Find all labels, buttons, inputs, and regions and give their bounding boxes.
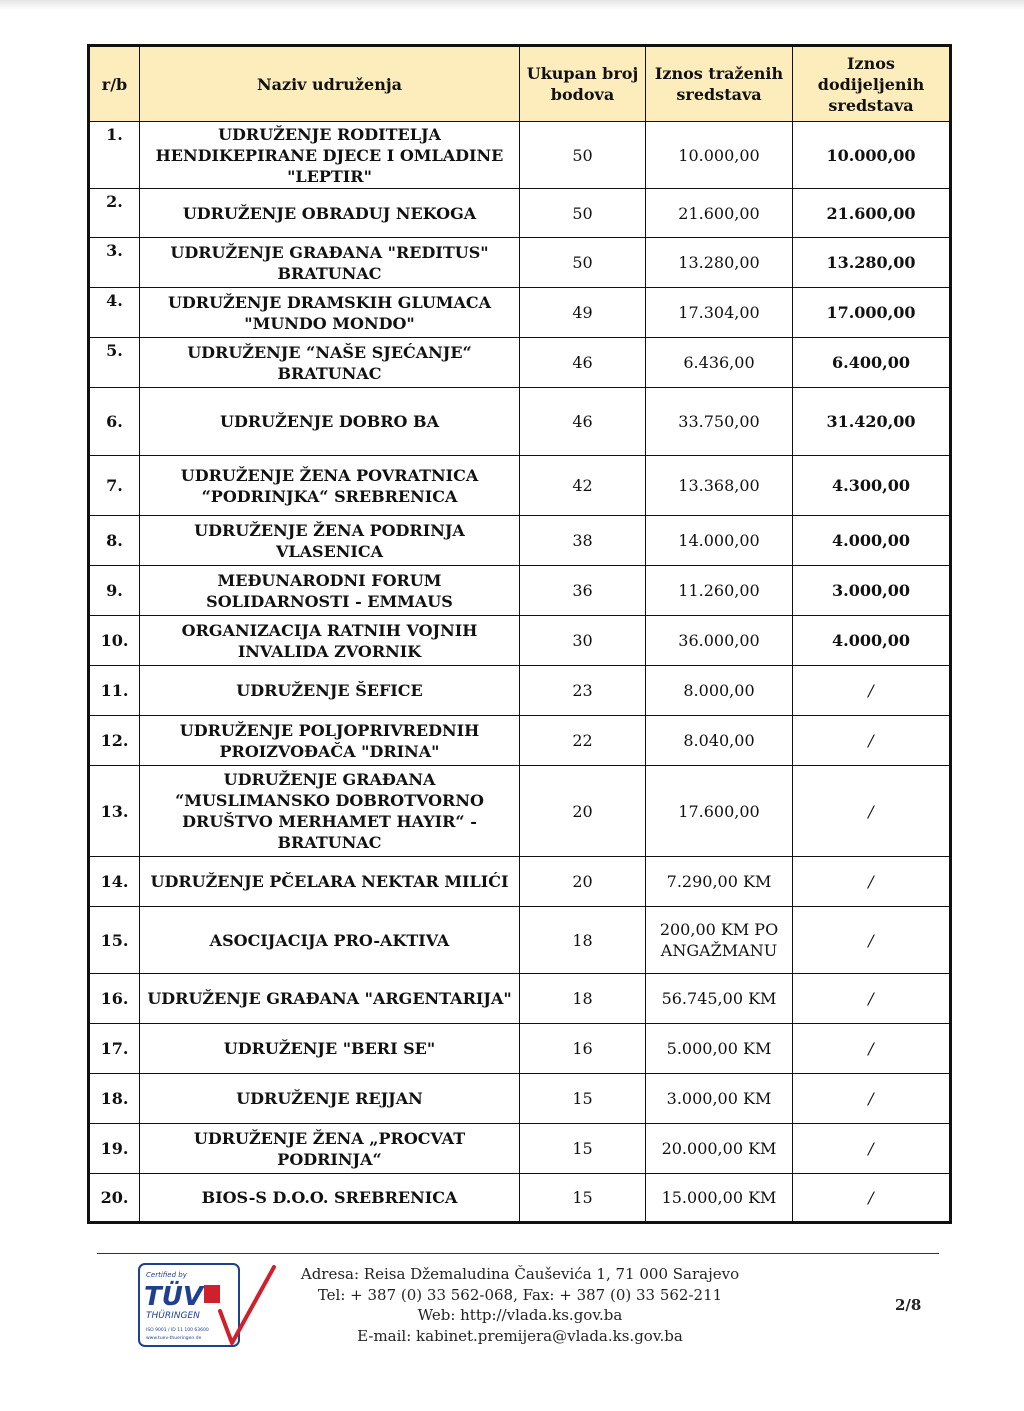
requested-amount: 10.000,00	[646, 122, 793, 189]
requested-amount: 8.040,00	[646, 716, 793, 766]
footer-address: Adresa: Reisa Džemaludina Čauševića 1, 71 000 Sarajevo	[300, 1265, 740, 1283]
association-name: ORGANIZACIJA RATNIH VOJNIH INVALIDA ZVORNIK	[140, 616, 520, 666]
total-points: 42	[520, 456, 646, 516]
granted-amount: /	[793, 766, 951, 857]
table-row	[89, 122, 951, 189]
row-number: 4.	[89, 288, 140, 338]
total-points: 46	[520, 338, 646, 388]
granted-amount: /	[793, 666, 951, 716]
requested-amount: 33.750,00	[646, 388, 793, 456]
association-name: UDRUŽENJE GRAĐANA "REDITUS" BRATUNAC	[140, 238, 520, 288]
requested-amount: 17.600,00	[646, 766, 793, 857]
page-number: 2/8	[895, 1296, 922, 1314]
association-name: UDRUŽENJE DRAMSKIH GLUMACA "MUNDO MONDO"	[140, 288, 520, 338]
total-points: 38	[520, 516, 646, 566]
association-name: UDRUŽENJE REJJAN	[140, 1074, 520, 1124]
association-name: UDRUŽENJE GRAĐANA "ARGENTARIJA"	[140, 974, 520, 1024]
granted-amount: 13.280,00	[793, 238, 951, 288]
association-name: UDRUŽENJE RODITELJA HENDIKEPIRANE DJECE I OMLADINE "LEPTIR"	[140, 122, 520, 189]
requested-amount: 11.260,00	[646, 566, 793, 616]
total-points: 23	[520, 666, 646, 716]
total-points: 16	[520, 1024, 646, 1074]
total-points: 50	[520, 238, 646, 288]
footer-address-block	[270, 1264, 770, 1346]
association-name: UDRUŽENJE “NAŠE SJEĆANJE“ BRATUNAC	[140, 338, 520, 388]
table-row	[89, 388, 951, 456]
table-row	[89, 238, 951, 288]
association-name: UDRUŽENJE "BERI SE"	[140, 1024, 520, 1074]
footer-web: Web: http://vlada.ks.gov.ba	[417, 1306, 623, 1324]
table-row	[89, 857, 951, 907]
row-number: 11.	[89, 666, 140, 716]
association-name: UDRUŽENJE POLJOPRIVREDNIH PROIZVOĐAČA "DRINA"	[140, 716, 520, 766]
total-points: 22	[520, 716, 646, 766]
granted-amount: 4.000,00	[793, 516, 951, 566]
table-row	[89, 288, 951, 338]
logo-iso-text: ISO 9001 / ID 11 100 63600	[146, 1328, 209, 1333]
total-points: 15	[520, 1174, 646, 1223]
association-name: UDRUŽENJE ŽENA PODRINJA VLASENICA	[140, 516, 520, 566]
requested-amount: 7.290,00 KM	[646, 857, 793, 907]
table-row	[89, 1124, 951, 1174]
tuv-logo	[136, 1261, 278, 1351]
total-points: 36	[520, 566, 646, 616]
granted-amount: 4.000,00	[793, 616, 951, 666]
granted-amount: 6.400,00	[793, 338, 951, 388]
granted-amount: /	[793, 716, 951, 766]
granted-amount: 10.000,00	[793, 122, 951, 189]
row-number: 9.	[89, 566, 140, 616]
requested-amount: 56.745,00 KM	[646, 974, 793, 1024]
table-row	[89, 1174, 951, 1223]
association-name: BIOS-S D.O.O. SREBRENICA	[140, 1174, 520, 1223]
shield-icon	[204, 1285, 220, 1303]
total-points: 18	[520, 907, 646, 974]
table-row	[89, 566, 951, 616]
logo-web-text: www.tuev-thueringen.de	[146, 1336, 202, 1341]
granted-amount: /	[793, 1174, 951, 1223]
requested-amount: 17.304,00	[646, 288, 793, 338]
association-name: UDRUŽENJE PČELARA NEKTAR MILIĆI	[140, 857, 520, 907]
granted-amount: /	[793, 1024, 951, 1074]
table-row	[89, 666, 951, 716]
row-number: 16.	[89, 974, 140, 1024]
table-row	[89, 716, 951, 766]
granted-amount: 17.000,00	[793, 288, 951, 338]
row-number: 1.	[89, 122, 140, 189]
top-edge	[0, 0, 1024, 10]
grants-table	[87, 44, 952, 1224]
row-number: 2.	[89, 189, 140, 238]
requested-amount: 36.000,00	[646, 616, 793, 666]
association-name: MEĐUNARODNI FORUM SOLIDARNOSTI - EMMAUS	[140, 566, 520, 616]
row-number: 6.	[89, 388, 140, 456]
logo-certified-text: Certified by	[146, 1271, 187, 1279]
association-name: UDRUŽENJE OBRADUJ NEKOGA	[140, 189, 520, 238]
association-name: UDRUŽENJE ŠEFICE	[140, 666, 520, 716]
requested-amount: 13.280,00	[646, 238, 793, 288]
total-points: 15	[520, 1074, 646, 1124]
table-row	[89, 189, 951, 238]
table-row	[89, 907, 951, 974]
logo-region-text: THÜRINGEN	[146, 1311, 200, 1321]
total-points: 20	[520, 766, 646, 857]
footer-email: E-mail: kabinet.premijera@vlada.ks.gov.ba	[357, 1326, 683, 1345]
total-points: 20	[520, 857, 646, 907]
footer-divider	[97, 1253, 939, 1254]
total-points: 49	[520, 288, 646, 338]
granted-amount: 31.420,00	[793, 388, 951, 456]
association-name: ASOCIJACIJA PRO-AKTIVA	[140, 907, 520, 974]
requested-amount: 20.000,00 KM	[646, 1124, 793, 1174]
table-row	[89, 516, 951, 566]
requested-amount: 21.600,00	[646, 189, 793, 238]
row-number: 13.	[89, 766, 140, 857]
requested-amount: 8.000,00	[646, 666, 793, 716]
row-number: 10.	[89, 616, 140, 666]
total-points: 46	[520, 388, 646, 456]
row-number: 7.	[89, 456, 140, 516]
table-row	[89, 616, 951, 666]
total-points: 50	[520, 122, 646, 189]
requested-amount: 15.000,00 KM	[646, 1174, 793, 1223]
table-row	[89, 338, 951, 388]
table-row	[89, 1024, 951, 1074]
requested-amount: 14.000,00	[646, 516, 793, 566]
granted-amount: /	[793, 1124, 951, 1174]
header-rb: r/b	[89, 46, 140, 122]
row-number: 14.	[89, 857, 140, 907]
association-name: UDRUŽENJE DOBRO BA	[140, 388, 520, 456]
logo-brand-text: TÜV	[144, 1282, 203, 1312]
requested-amount: 200,00 KM PO ANGAŽMANU	[646, 907, 793, 974]
row-number: 19.	[89, 1124, 140, 1174]
total-points: 15	[520, 1124, 646, 1174]
table-row	[89, 766, 951, 857]
granted-amount: 3.000,00	[793, 566, 951, 616]
granted-amount: /	[793, 857, 951, 907]
granted-amount: 21.600,00	[793, 189, 951, 238]
row-number: 3.	[89, 238, 140, 288]
total-points: 18	[520, 974, 646, 1024]
footer-phone: Tel: + 387 (0) 33 562-068, Fax: + 387 (0) 33 562-211	[317, 1285, 723, 1304]
row-number: 18.	[89, 1074, 140, 1124]
granted-amount: /	[793, 974, 951, 1024]
header-points: Ukupan broj bodova	[520, 46, 646, 122]
table-row	[89, 974, 951, 1024]
row-number: 15.	[89, 907, 140, 974]
granted-amount: 4.300,00	[793, 456, 951, 516]
table-body	[89, 122, 951, 1223]
header-name: Naziv udruženja	[140, 46, 520, 122]
row-number: 17.	[89, 1024, 140, 1074]
header-granted: Iznos dodijeljenih sredstava	[793, 46, 951, 122]
total-points: 30	[520, 616, 646, 666]
requested-amount: 6.436,00	[646, 338, 793, 388]
row-number: 12.	[89, 716, 140, 766]
association-name: UDRUŽENJE ŽENA „PROCVAT PODRINJA“	[140, 1124, 520, 1174]
association-name: UDRUŽENJE ŽENA POVRATNICA “PODRINJKA“ SREBRENICA	[140, 456, 520, 516]
row-number: 5.	[89, 338, 140, 388]
total-points: 50	[520, 189, 646, 238]
row-number: 20.	[89, 1174, 140, 1223]
table-header-row	[89, 46, 951, 122]
table-row	[89, 456, 951, 516]
header-requested: Iznos traženih sredstava	[646, 46, 793, 122]
association-name: UDRUŽENJE GRAĐANA “MUSLIMANSKO DOBROTVORNO DRUŠTVO MERHAMET HAYIR“ - BRATUNAC	[140, 766, 520, 857]
table-row	[89, 1074, 951, 1124]
row-number: 8.	[89, 516, 140, 566]
granted-amount: /	[793, 907, 951, 974]
requested-amount: 3.000,00 KM	[646, 1074, 793, 1124]
granted-amount: /	[793, 1074, 951, 1124]
requested-amount: 13.368,00	[646, 456, 793, 516]
requested-amount: 5.000,00 KM	[646, 1024, 793, 1074]
